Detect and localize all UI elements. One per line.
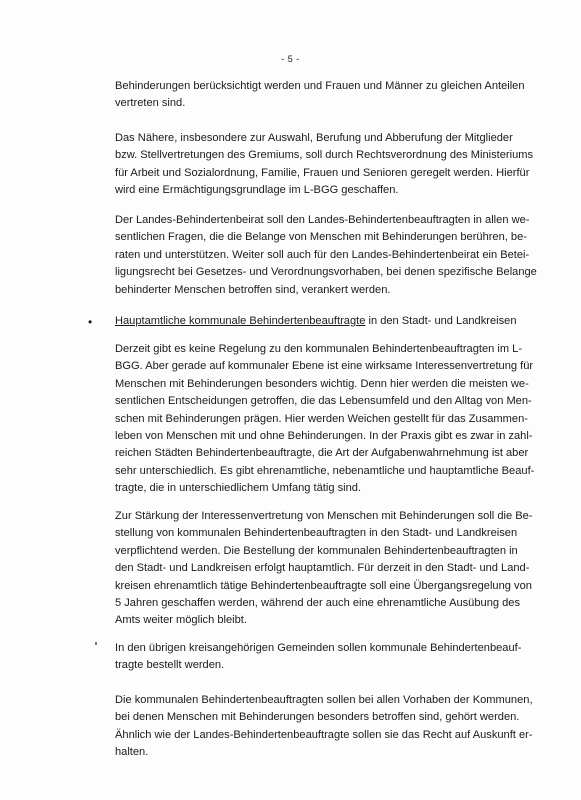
paragraph-advisory-board — [115, 212, 537, 299]
text-line: verpflichtend werden. Die Bestellung der kommunalen Behindertenbeauftragten in — [115, 544, 518, 557]
page-number: - 5 - — [281, 54, 300, 64]
text-line: vertreten sind. — [115, 97, 186, 110]
text-line: Die kommunalen Behindertenbeauftragten sollen bei allen Vorhaben der Kommunen, — [115, 694, 533, 706]
scan-mark — [95, 642, 97, 645]
text-line: Amts weiter möglich bleibt. — [115, 614, 247, 627]
text-line: Das Nähere, insbesondere zur Auswahl, Berufung und Abberufung der Mitglieder — [115, 132, 513, 144]
heading-underlined-text: Hauptamtliche kommunale Behindertenbeauftragte — [115, 315, 366, 327]
paragraph-municipalities — [115, 640, 527, 675]
text-line: sentlichen Fragen, die die Belange von Menschen mit Behinderungen berühren, be- — [115, 231, 527, 244]
bullet-point: • — [88, 315, 93, 329]
text-line: In den übrigen kreisangehörigen Gemeinden sollen kommunale Behindertenbeauf- — [115, 642, 522, 654]
text-line: sentlichen Entscheidungen getroffen, die das Lebensumfeld und den Alltag von Men- — [115, 395, 532, 408]
text-line: schen mit Behinderungen prägen. Hier werden Weichen gestellt für das Zusammen- — [115, 412, 528, 425]
text-line: den Stadt- und Landkreisen erfolgt hauptamtlich. Für derzeit in den Stadt- und Land- — [115, 562, 530, 575]
text-line: raten und unterstützen. Weiter soll auch für den Landes-Behindertenbeirat ein Betei- — [115, 248, 530, 261]
text-line: sehr unterschiedlich. Es gibt ehrenamtliche, nebenamtliche und hauptamtliche Beauf- — [115, 464, 535, 477]
text-line: für Arbeit und Sozialordnung, Familie, Frauen und Senioren geregelt werden. Hierfür — [115, 166, 530, 179]
text-line: Der Landes-Behindertenbeirat soll den Landes-Behindertenbeauftragten in allen we- — [115, 214, 530, 226]
paragraph-hearing-rights — [115, 692, 533, 762]
text-line: bei denen Menschen mit Behinderungen besonders betroffen sind, gehört werden. — [115, 711, 520, 724]
text-line: tragte, die in unterschiedlichem Umfang tätig sind. — [115, 482, 362, 495]
text-line: Derzeit gibt es keine Regelung zu den kommunalen Behindertenbeauftragten im L- — [115, 343, 523, 355]
heading-line — [115, 313, 527, 330]
text-line: Menschen mit Behinderungen besonders wichtig. Denn hier werden die meisten we- — [115, 377, 529, 390]
paragraph-board-composition — [115, 78, 527, 113]
text-line: halten. — [115, 746, 149, 759]
text-line: wird eine Ermächtigungsgrundlage im L-BGG geschaffen. — [115, 184, 399, 197]
text-line: tragte bestellt werden. — [115, 659, 225, 672]
section-heading — [115, 313, 527, 330]
text-line: Behinderungen berücksichtigt werden und Frauen und Männer zu gleichen Anteilen — [115, 80, 525, 92]
paragraph-strengthening — [115, 508, 533, 630]
text-line: reichen Städten Behindertenbeauftragte, die Art der Aufgabenwahrnehmung ist aber — [115, 447, 529, 460]
text-line: Ähnlich wie der Landes-Behindertenbeauftragte sollen sie das Recht auf Auskunft er- — [115, 728, 533, 741]
text-line: bzw. Stellvertretungen des Gremiums, soll durch Rechtsverordnung des Ministeriums — [115, 149, 534, 162]
text-line: stellung von kommunalen Behindertenbeauftragten in den Stadt- und Landkreisen — [115, 527, 518, 540]
text-line: 5 Jahren geschaffen werden, während der auch eine ehrenamtliche Ausübung des — [115, 597, 520, 610]
paragraph-current-situation — [115, 341, 535, 498]
text-line: Zur Stärkung der Interessenvertretung von Menschen mit Behinderungen soll die Be- — [115, 510, 533, 522]
text-line: BGG. Aber gerade auf kommunaler Ebene ist eine wirksame Interessenvertretung für — [115, 360, 534, 373]
paragraph-regulation — [115, 130, 534, 200]
text-line: behinderter Menschen betroffen sind, verankert werden. — [115, 283, 391, 296]
heading-rest-text: in den Stadt- und Landkreisen — [365, 315, 517, 327]
text-line: leben von Menschen mit und ohne Behinderungen. In der Praxis gibt es zwar in zahl- — [115, 430, 533, 443]
text-line: kreisen ehrenamtlich tätige Behindertenbeauftragte soll eine Übergangsregelung von — [115, 579, 532, 592]
text-line: ligungsrecht bei Gesetzes- und Verordnungsvorhaben, bei denen spezifische Belange — [115, 266, 537, 279]
